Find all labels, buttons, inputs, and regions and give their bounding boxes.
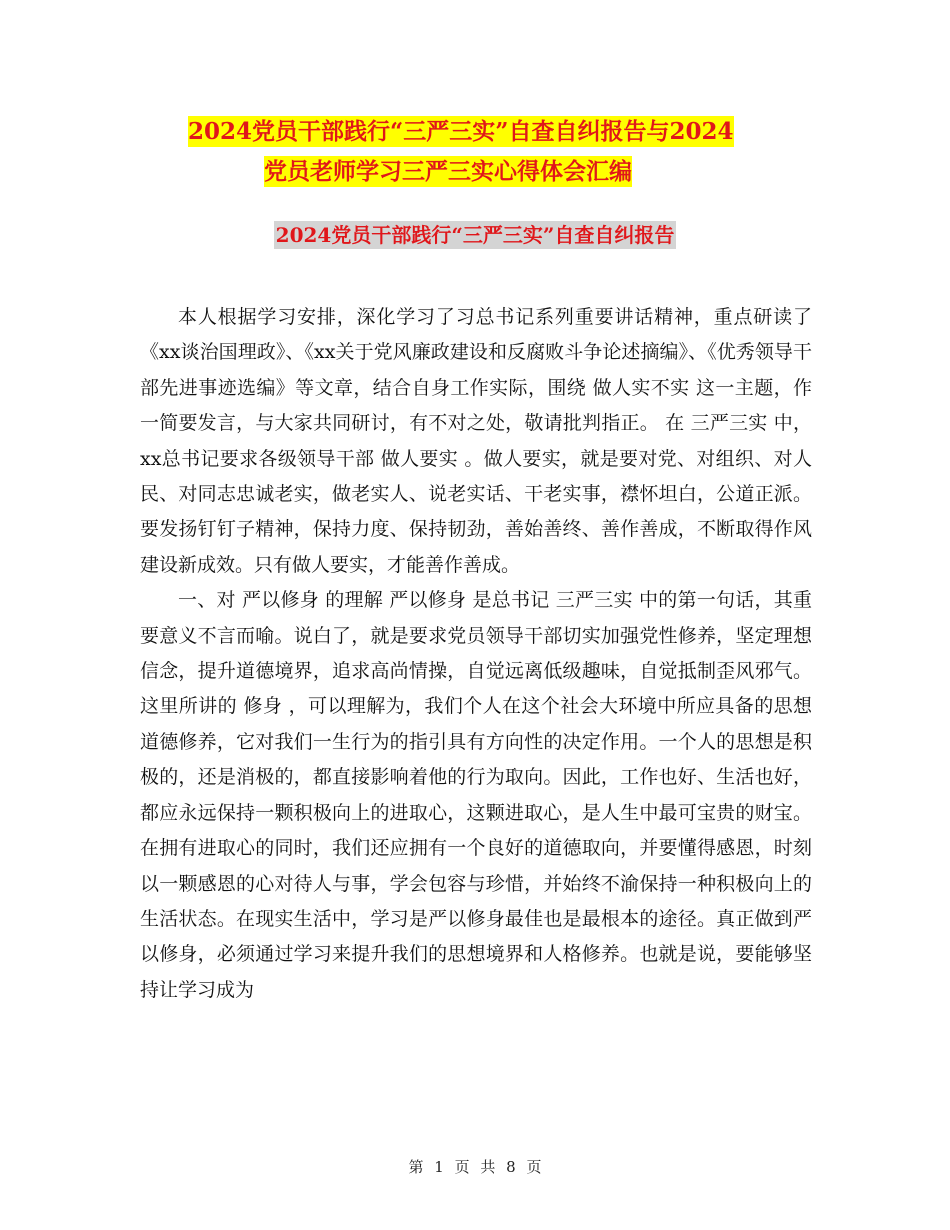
paragraph-intro: 本人根据学习安排，深化学习了习总书记系列重要讲话精神，重点研读了《xx谈治国理政》、《xx关于党风廉政建设和反腐败斗争论述摘编》、《优秀领导干部先进事迹选编》等文章，结合自身工作实际，围绕 做人实不实 这一主题，作一简要发言，与大家共同研讨，有不对之处，敬请批判指正。 在 三严三实 中，xx总书记要求各级领导干部 做人要实 。做人要实，就是要对党、对组织、对人民、对同志忠诚老实，做老实人、说老实话、干老实事，襟怀坦白，公道正派。要发扬钉钉子精神，保持力度、保持韧劲，善始善终、善作善成，不断取得作风建设新成效。只有做人要实，才能善作善成。 xyxy=(140,306,812,576)
section-title xyxy=(0,220,950,250)
section-title-text: 2024党员干部践行“三严三实”自查自纠报告 xyxy=(275,223,675,247)
title-line-1: 2024党员干部践行“三严三实”自查自纠报告与2024 xyxy=(188,118,734,145)
title-line-2: 党员老师学习三严三实心得体会汇编 xyxy=(264,158,632,185)
page-number-footer: 第 1 页 共 8 页 xyxy=(408,1158,542,1176)
paragraph-section-one: 一、对 严以修身 的理解 严以修身 是总书记 三严三实 中的第一句话，其重要意义不言而喻。说白了，就是要求党员领导干部切实加强党性修养，坚定理想信念，提升道德境界，追求高尚情操，自觉远离低级趣味，自觉抵制歪风邪气。这里所讲的 修身 ，可以理解为，我们个人在这个社会大环境中所应具备的思想道德修养，它对我们一生行为的指引具有方向性的决定作用。一个人的思想是积极的，还是消极的，都直接影响着他的行为取向。因此，工作也好、生活也好，都应永远保持一颗积极向上的进取心，这颗进取心，是人生中最可宝贵的财宝。在拥有进取心的同时，我们还应拥有一个良好的道德取向，并要懂得感恩，时刻以一颗感恩的心对待人与事，学会包容与珍惜，并始终不渝保持一种积极向上的生活状态。在现实生活中，学习是严以修身最佳也是最根本的途径。真正做到严以修身，必须通过学习来提升我们的思想境界和人格修养。也就是说，要能够坚持让学习成为 xyxy=(140,589,812,1001)
document-body xyxy=(140,300,812,1008)
document-title xyxy=(140,112,820,192)
